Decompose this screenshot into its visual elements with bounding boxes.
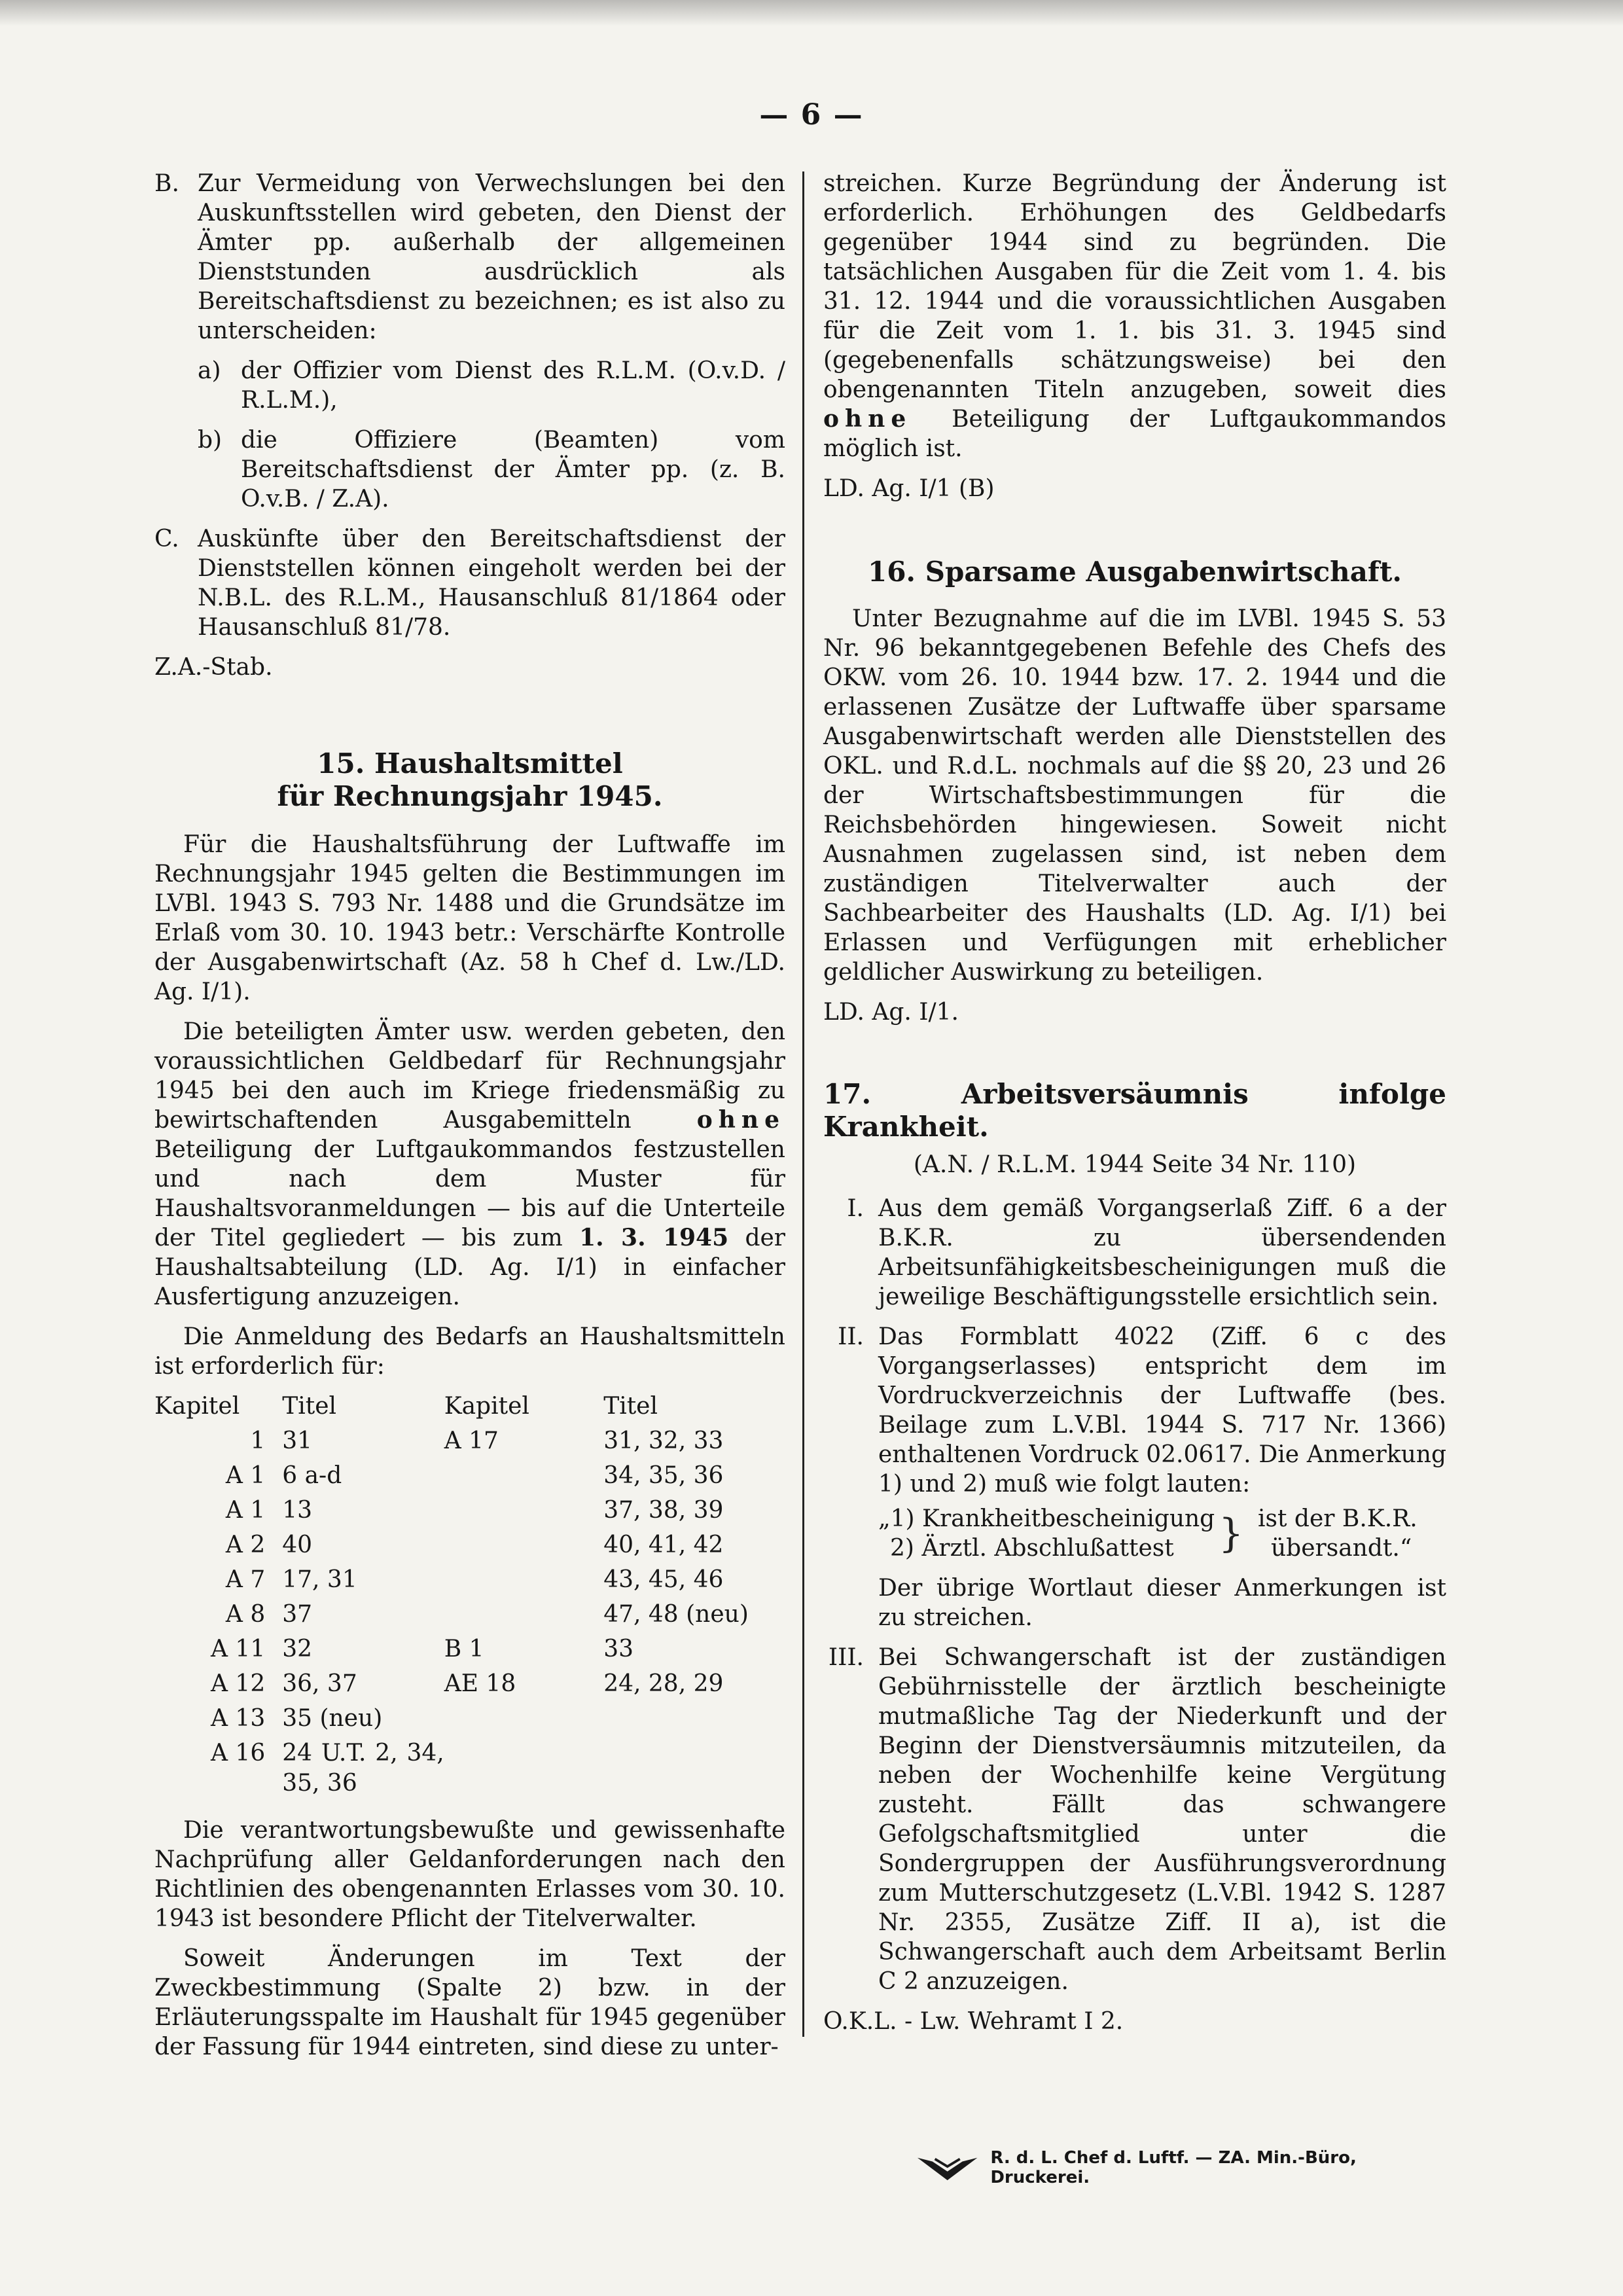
section-17-item-1 [823, 1194, 1446, 1312]
item-b-text: Zur Vermeidung von Verwechslungen bei den Auskunftsstellen wird gebeten, den Dienst der Ämter pp. außerhalb der allgemeinen Dienststunden ausdrücklich als Bereitschaftsdienst zu bezeichnen; es ist also zu unterscheiden: [198, 170, 785, 344]
kapitel-cell: B 1 [444, 1636, 484, 1662]
titel-cell: 43, 45, 46 [603, 1566, 724, 1593]
right-column [823, 169, 1446, 2036]
titel-cell: 36, 37 [282, 1670, 357, 1697]
titel-cell: 31 [282, 1427, 313, 1454]
kapitel-cell: A 12 [210, 1670, 266, 1697]
section-15-para1: Für die Haushaltsführung der Luftwaffe im Rechnungsjahr 1945 gelten die Bestimmungen im LVBl. 1943 S. 793 Nr. 1488 und die Grundsätze im Erlaß vom 30. 10. 1943 betr.: Verschärfte Kontrolle der Ausgabenwirtschaft (Az. 58 h Chef d. Lw./LD. Ag. I/1). [154, 831, 785, 1005]
note-right-1: ist der B.K.R. [1258, 1505, 1418, 1532]
header-titel-1: Titel [282, 1393, 337, 1420]
section-15-para2 [154, 1017, 785, 1312]
item-c [154, 524, 785, 642]
header-kapitel-2: Kapitel [444, 1393, 529, 1420]
item-b-sub-b [198, 425, 785, 514]
titel-cell: 13 [282, 1497, 313, 1524]
kapitel-cell: A 1 [225, 1497, 266, 1524]
section-15-para4: Die verantwortungsbewußte und gewissenhafte Nachprüfung aller Geldanforderungen nach den Richtlinien des obengenannten Erlasses vom 30. 10. 1943 ist besondere Pflicht der Titelverwalter. [154, 1817, 785, 1932]
signature-ld-ag-b: LD. Ag. I/1 (B) [823, 475, 995, 502]
item-2-after: Der übrige Wortlaut dieser Anmerkungen ist zu streichen. [878, 1575, 1446, 1631]
note-right-2: übersandt.“ [1271, 1535, 1412, 1562]
table-row [154, 1701, 785, 1736]
titel-cell: 6 a-d [282, 1462, 342, 1489]
para2-deadline: 1. 3. 1945 [579, 1224, 729, 1251]
para2-part-a: Die beteiligten Ämter usw. werden gebeten, den voraussichtlichen Geldbedarf für Rechnungsjahr 1945 bei den auch im Kriege friedensmäßig zu bewirtschaftenden Ausgabemitteln [154, 1018, 785, 1134]
budget-table-header [154, 1389, 785, 1424]
continuation-part-b: Beteiligung der Luftgaukommandos möglich ist. [823, 406, 1446, 462]
brace-icon: } [1219, 1511, 1244, 1556]
note-block [878, 1504, 1446, 1563]
kapitel-cell: A 13 [210, 1705, 266, 1732]
section-16-title: 16. Sparsame Ausgabenwirtschaft. [867, 556, 1402, 588]
note-left [878, 1504, 1219, 1563]
continuation-part-a: streichen. Kurze Begründung der Änderung ist erforderlich. Erhöhungen des Geldbedarfs gegenüber 1944 sind zu begründen. Die tatsächlichen Ausgaben für die Zeit vom 1. 4. bis 31. 12. 1944 und die voraussichtlichen Ausgaben für die Zeit vom 1. 1. bis 31. 3. 1945 sind (gegebenenfalls schätzungsweise) bei den obengenannten Titeln anzugeben, soweit dies [823, 170, 1446, 403]
item-2-body [878, 1322, 1446, 1632]
note-right [1258, 1504, 1446, 1563]
kapitel-cell [444, 1597, 564, 1632]
titel-cell: 40 [282, 1532, 313, 1558]
kapitel-cell [444, 1528, 564, 1562]
item-c-marker: C. [154, 526, 179, 552]
eagle-emblem-icon [916, 2152, 978, 2183]
kapitel-cell: A 8 [225, 1601, 266, 1628]
kapitel-cell: A 2 [225, 1532, 266, 1558]
kapitel-cell: A 7 [225, 1566, 266, 1593]
section-17-subtitle: (A.N. / R.L.M. 1944 Seite 34 Nr. 110) [913, 1151, 1357, 1178]
scan-shadow [0, 0, 1623, 26]
column-divider [802, 171, 804, 2037]
titel-cell: 33 [603, 1636, 633, 1662]
continuation-spaced-word: ohne [823, 405, 912, 433]
sub-a-text: der Offizier vom Dienst des R.L.M. (O.v.D. / R.L.M.), [241, 357, 785, 414]
item-b-sub-a [198, 356, 785, 415]
section-17-signature: O.K.L. - Lw. Wehramt I 2. [823, 2008, 1124, 2035]
note-line-2: 2) Ärztl. Abschlußattest [890, 1535, 1174, 1562]
kapitel-cell: A 16 [210, 1740, 266, 1767]
section-15-para5: Soweit Änderungen im Text der Zweckbestimmung (Spalte 2) bzw. in der Erläuterungsspalte im Haushalt für 1945 gegenüber der Fassung für 1944 eintreten, sind diese zu unter- [154, 1945, 785, 2060]
table-row [154, 1528, 785, 1562]
section-15-para3: Die Anmeldung des Bedarfs an Haushaltsmitteln ist erforderlich für: [154, 1323, 785, 1380]
section-17-item-3 [823, 1643, 1446, 1996]
header-kapitel-1: Kapitel [154, 1393, 240, 1420]
section-17-item-2 [823, 1322, 1446, 1632]
left-column [154, 169, 785, 2062]
section-15-title-line1: 15. Haushaltsmittel [317, 747, 623, 780]
kapitel-cell: 1 [250, 1427, 266, 1454]
item-1-text: Aus dem gemäß Vorgangserlaß Ziff. 6 a der B.K.R. zu übersendenden Arbeitsunfähigkeitsbescheinigungen muß die jeweilige Beschäftigungsstelle ersichtlich sein. [878, 1195, 1446, 1310]
titel-cell: 24, 28, 29 [603, 1670, 724, 1697]
para2-spaced-word: ohne [696, 1106, 785, 1134]
item-b [154, 169, 785, 346]
item-b-marker: B. [154, 170, 179, 197]
printer-imprint [916, 2148, 1440, 2187]
item-c-text: Auskünfte über den Bereitschaftsdienst der Dienststellen können eingeholt werden bei der N.B.L. des R.L.M., Hausanschluß 81/1864 oder Hausanschluß 81/78. [198, 526, 785, 641]
kapitel-cell [444, 1458, 564, 1493]
kapitel-cell: A 17 [444, 1427, 499, 1454]
continuation-paragraph [823, 169, 1446, 463]
titel-cell: 17, 31 [282, 1566, 357, 1593]
kapitel-cell: A 1 [225, 1462, 266, 1489]
item-2-marker: II. [838, 1323, 864, 1350]
table-row [154, 1666, 785, 1701]
titel-cell: 24 U.T. 2, 34, 35, 36 [282, 1740, 444, 1797]
table-row [154, 1632, 785, 1666]
titel-cell: 37, 38, 39 [603, 1497, 724, 1524]
sub-b-text: die Offiziere (Beamten) vom Bereitschaftsdienst der Ämter pp. (z. B. O.v.B. / Z.A). [241, 427, 785, 512]
note-line-1: „1) Krankheitbescheinigung [878, 1505, 1215, 1532]
table-row [154, 1424, 785, 1458]
table-row [154, 1597, 785, 1632]
titel-cell: 47, 48 (neu) [603, 1601, 749, 1628]
titel-cell [564, 1701, 785, 1736]
section-17-title: 17. Arbeitsversäumnis infolge Krankheit. [823, 1078, 1446, 1143]
titel-cell: 31, 32, 33 [603, 1427, 724, 1454]
kapitel-cell: AE 18 [444, 1670, 516, 1697]
titel-cell: 34, 35, 36 [603, 1462, 724, 1489]
item-3-marker: III. [828, 1644, 864, 1671]
kapitel-cell [444, 1736, 564, 1799]
item-2-text: Das Formblatt 4022 (Ziff. 6 c des Vorgangserlasses) entspricht dem im Vordruckverzeichnis der Luftwaffe (bes. Beilage zum L.V.Bl. 1944 S. 717 Nr. 1366) enthaltenen Vordruck 02.0617. Die Anmerkung 1) und 2) muß wie folgt lauten: [878, 1323, 1446, 1498]
item-1-marker: I. [847, 1195, 864, 1222]
para2-part-b: Beteiligung der Luftgaukommandos festzustellen und nach dem Muster für Haushaltsvoranmeldungen — bis auf die Unterteile der Titel gegliedert — bis zum [154, 1136, 785, 1251]
table-row [154, 1562, 785, 1597]
kapitel-cell [444, 1701, 564, 1736]
titel-cell: 32 [282, 1636, 313, 1662]
imprint-text: R. d. L. Chef d. Luftf. — ZA. Min.-Büro, Druckerei. [990, 2148, 1357, 2187]
budget-table [154, 1389, 785, 1799]
para2-part-c: der Haushaltsabteilung (LD. Ag. I/1) in einfacher Ausfertigung anzuzeigen. [154, 1225, 785, 1310]
kapitel-cell [444, 1493, 564, 1528]
kapitel-cell [444, 1562, 564, 1597]
section-16-signature: LD. Ag. I/1. [823, 999, 959, 1026]
section-16-para: Unter Bezugnahme auf die im LVBl. 1945 S. 53 Nr. 96 bekanntgegebenen Befehle des Chefs des OKW. vom 26. 10. 1944 bzw. 17. 2. 1944 und die erlassenen Zusätze der Luftwaffe über sparsame Ausgabenwirtschaft werden alle Dienststellen des OKL. und R.d.L. nochmals auf die §§ 20, 23 und 26 der Wirtschaftsbestimmungen für die Reichsbehörden hingewiesen. Soweit nicht Ausnahmen zugelassen sind, ist neben dem zuständigen Titelverwalter auch der Sachbearbeiter des Haushalts (LD. Ag. I/1) bei Erlassen und Verfügungen mit erheblicher geldlicher Auswirkung zu beteiligen. [823, 605, 1446, 986]
kapitel-cell: A 11 [210, 1636, 266, 1662]
section-15-title-line2: für Rechnungsjahr 1945. [277, 780, 663, 812]
page-number: — 6 — [759, 98, 864, 132]
titel-cell [564, 1736, 785, 1799]
table-row [154, 1458, 785, 1493]
table-row [154, 1493, 785, 1528]
header-titel-2: Titel [603, 1393, 658, 1420]
titel-cell: 40, 41, 42 [603, 1532, 724, 1558]
item-3-text: Bei Schwangerschaft ist der zuständigen Gebührnisstelle der ärztlich bescheinigte mutmaßliche Tag der Niederkunft und der Beginn der Dienstversäumnis mitzuteilen, da neben der Wochenhilfe keine Vergütung zusteht. Fällt das schwangere Gefolgschaftsmitglied unter die Sondergruppen der Ausführungsverordnung zum Mutterschutzgesetz (L.V.Bl. 1942 S. 1287 Nr. 2355, Zusätze Ziff. II a), ist die Schwangerschaft auch dem Arbeitsamt Berlin C 2 anzuzeigen. [878, 1644, 1446, 1995]
sub-b-marker: b) [198, 427, 223, 454]
sub-a-marker: a) [198, 357, 221, 384]
signature-zastab: Z.A.-Stab. [154, 654, 273, 681]
table-row [154, 1736, 785, 1799]
titel-cell: 35 (neu) [282, 1705, 383, 1732]
titel-cell: 37 [282, 1601, 313, 1628]
